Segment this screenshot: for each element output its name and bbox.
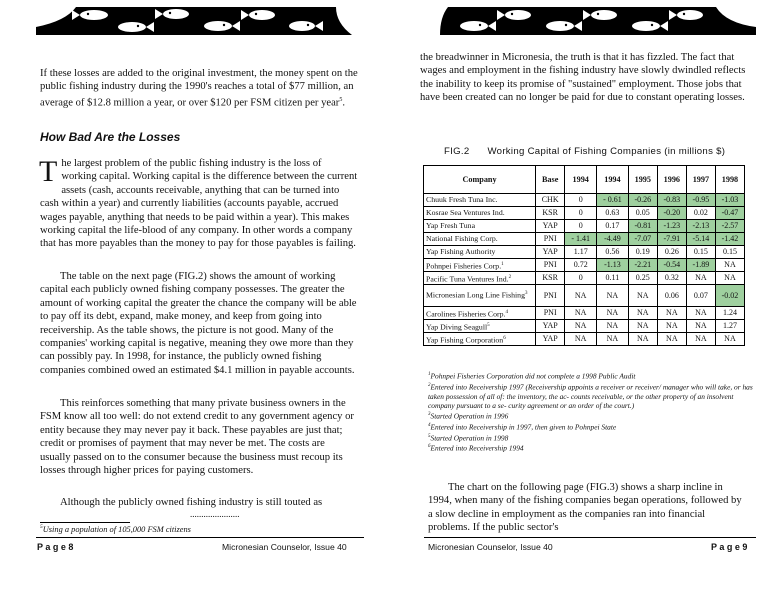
fish-banner-icon: [426, 7, 756, 35]
table-row: [424, 233, 745, 246]
value-cell: NA: [597, 333, 629, 346]
value-cell: -1.23: [657, 220, 686, 233]
value-cell: 0.15: [686, 246, 715, 259]
issue-label: Micronesian Counselor, Issue 40: [428, 542, 553, 552]
value-cell: -0.20: [657, 207, 686, 220]
value-cell: NA: [657, 320, 686, 333]
company-cell: Chuuk Fresh Tuna Inc.: [424, 194, 536, 207]
column-header: 1997: [686, 166, 715, 194]
table-row: [424, 272, 745, 285]
company-cell: Carolines Fisheries Corp.$^4$: [424, 307, 536, 320]
section-heading: How Bad Are the Losses: [40, 130, 181, 144]
base-cell: PNI: [536, 285, 565, 307]
value-cell: -0.26: [628, 194, 657, 207]
value-cell: 0.63: [597, 207, 629, 220]
value-cell: NA: [565, 320, 597, 333]
value-cell: -1.13: [597, 259, 629, 272]
value-cell: NA: [686, 320, 715, 333]
value-cell: -0.83: [657, 194, 686, 207]
value-cell: 0.26: [657, 246, 686, 259]
value-cell: -7.07: [628, 233, 657, 246]
value-cell: 1.24: [715, 307, 744, 320]
value-cell: NA: [657, 307, 686, 320]
base-cell: YAP: [536, 333, 565, 346]
value-cell: 0.07: [686, 285, 715, 307]
base-cell: PNI: [536, 307, 565, 320]
value-cell: 1.27: [715, 320, 744, 333]
value-cell: 1.17: [565, 246, 597, 259]
value-cell: -0.95: [686, 194, 715, 207]
company-cell: Yap Fresh Tuna: [424, 220, 536, 233]
column-header: 1996: [657, 166, 686, 194]
value-cell: - 1.41: [565, 233, 597, 246]
table-row: [424, 220, 745, 233]
value-cell: 0.15: [715, 246, 744, 259]
value-cell: -0.02: [715, 285, 744, 307]
value-cell: NA: [628, 320, 657, 333]
value-cell: NA: [715, 333, 744, 346]
table-note: $^1$Pohnpei Fisheries Corporation did not complete a 1998 Public Audit: [428, 371, 636, 381]
value-cell: -2.13: [686, 220, 715, 233]
column-header: 1998: [715, 166, 744, 194]
value-cell: NA: [597, 307, 629, 320]
paragraph-continued: Although the publicly owned fishing industry is still touted as: [60, 497, 323, 508]
value-cell: NA: [597, 285, 629, 307]
value-cell: - 0.61: [597, 194, 629, 207]
page-number: P a g e 8: [37, 542, 74, 552]
table-note: $^3$Started Operation in 1996: [428, 411, 509, 421]
table-row: [424, 285, 745, 307]
value-cell: -4.49: [597, 233, 629, 246]
value-cell: 0.17: [597, 220, 629, 233]
value-cell: NA: [565, 333, 597, 346]
value-cell: NA: [565, 307, 597, 320]
value-cell: 0: [565, 194, 597, 207]
value-cell: 0.56: [597, 246, 629, 259]
table-note: $^5$Started Operation in 1998: [428, 433, 509, 443]
table-row: [424, 320, 745, 333]
value-cell: -0.54: [657, 259, 686, 272]
value-cell: NA: [715, 272, 744, 285]
value-cell: NA: [628, 333, 657, 346]
table-row: [424, 207, 745, 220]
value-cell: 0.19: [628, 246, 657, 259]
table-row: [424, 307, 745, 320]
company-cell: Kosrae Sea Ventures Ind.: [424, 207, 536, 220]
base-cell: CHK: [536, 194, 565, 207]
issue-label: Micronesian Counselor, Issue 40: [222, 542, 347, 552]
value-cell: 0: [565, 272, 597, 285]
value-cell: -1.89: [686, 259, 715, 272]
intro-paragraph: If these losses are added to the original investment, the money spent on the public fishing industry during the 1990's reaches a total of $77 million, an average of $12.8 million a year, or over $120 per FSM citizen per year$^5$.: [40, 68, 358, 109]
value-cell: 0.11: [597, 272, 629, 285]
table-notes: [428, 370, 758, 453]
value-cell: NA: [686, 307, 715, 320]
table-row: [424, 259, 745, 272]
figure-label: FIG.2: [444, 146, 470, 157]
right-page: [388, 0, 776, 600]
value-cell: 0: [565, 207, 597, 220]
base-cell: PNI: [536, 233, 565, 246]
value-cell: 0: [565, 220, 597, 233]
value-cell: NA: [715, 259, 744, 272]
table-body: [424, 194, 745, 346]
company-cell: Yap Fishing Authority: [424, 246, 536, 259]
value-cell: -7.91: [657, 233, 686, 246]
value-cell: -0.81: [628, 220, 657, 233]
table-row: [424, 333, 745, 346]
value-cell: 0.06: [657, 285, 686, 307]
page-number: P a g e 9: [711, 542, 748, 552]
value-cell: 0.72: [565, 259, 597, 272]
continuation-dots: ......................: [190, 509, 240, 519]
paragraph-credit: This reinforces something that many private business owners in the FSM know all too well: do not extend credit to any government agency or entity because they may never pay it back. These payables are just that; credit or promises of payment that may never be met. The costs are usually passed on to the consumer because the business must recoup its losses through higher prices for paying customers.: [40, 398, 354, 477]
footnote-divider: [40, 522, 130, 523]
intro-paragraph: the breadwinner in Micronesia, the truth is that it has fizzled. The fact that wages and employment in the fishing industry have slowly dwindled reflects the inability to keep its promise of "sustained" employment. Those jobs that have been created can no longer be paid for due to constant operating losses.: [420, 52, 746, 104]
value-cell: -1.42: [715, 233, 744, 246]
footer-divider: [424, 537, 756, 538]
base-cell: KSR: [536, 207, 565, 220]
paragraph-fig3: The chart on the following page (FIG.3) shows a sharp incline in 1994, when many of the fishing companies began operations, followed by a slow decline in employment as the companies ran into financial problems. If the public sector's: [428, 482, 742, 534]
value-cell: NA: [686, 333, 715, 346]
base-cell: YAP: [536, 320, 565, 333]
value-cell: NA: [657, 333, 686, 346]
table-note: $^2$Entered into Receivership 1997 (Receivership appoints a receiver or receiver/ manager who will take, or has taken possession of all of: the inventory, the ac- counts receivable, or the other property of an insolvent company pursuant to a se- curity agreement or an order of the court.): [428, 382, 753, 410]
table-note: $^4$Entered into Receivership in 1997, then given to Pohnpei State: [428, 422, 617, 432]
value-cell: NA: [597, 320, 629, 333]
drop-cap: T: [39, 155, 58, 188]
company-cell: Pohnpei Fisheries Corp.$^1$: [424, 259, 536, 272]
fish-banner-icon: [36, 7, 362, 35]
base-cell: YAP: [536, 246, 565, 259]
value-cell: NA: [628, 285, 657, 307]
company-cell: Yap Diving Seagull$^5$: [424, 320, 536, 333]
column-header: 1994: [597, 166, 629, 194]
value-cell: 0.05: [628, 207, 657, 220]
table-header-row: [424, 166, 745, 194]
base-cell: YAP: [536, 220, 565, 233]
value-cell: NA: [686, 272, 715, 285]
value-cell: 0.02: [686, 207, 715, 220]
base-cell: KSR: [536, 272, 565, 285]
table-note: $^6$Entered into Receivership 1994: [428, 443, 524, 453]
column-header: 1994: [565, 166, 597, 194]
value-cell: -1.03: [715, 194, 744, 207]
column-header: Company: [424, 166, 536, 194]
figure-caption: [444, 146, 743, 157]
value-cell: -2.57: [715, 220, 744, 233]
footnote: $^5$Using a population of 105,000 FSM citizens: [40, 524, 191, 534]
table-row: [424, 194, 745, 207]
working-capital-table: [423, 165, 745, 346]
value-cell: NA: [565, 285, 597, 307]
paragraph-working-capital: The largest problem of the public fishing industry is the loss of working capital. Working capital is the difference between the current assets (cash, accounts receivable, anything that can be turned into cash within a year) and currently liabilities (accounts payable, accrued wages payable, anything that needs to be paid within a year). This makes working capital the life-blood of any company. In other words a company that has more payables than the money to pay for those payables is failing.: [39, 155, 358, 250]
value-cell: -0.47: [715, 207, 744, 220]
value-cell: -2.21: [628, 259, 657, 272]
table-row: [424, 246, 745, 259]
company-cell: National Fishing Corp.: [424, 233, 536, 246]
company-cell: Pacific Tuna Ventures Ind.$^2$: [424, 272, 536, 285]
base-cell: PNI: [536, 259, 565, 272]
value-cell: 0.25: [628, 272, 657, 285]
value-cell: NA: [628, 307, 657, 320]
company-cell: Micronesian Long Line Fishing$^3$: [424, 285, 536, 307]
value-cell: 0.32: [657, 272, 686, 285]
footer-divider: [36, 537, 364, 538]
company-cell: Yap Fishing Corporation$^6$: [424, 333, 536, 346]
value-cell: -5.14: [686, 233, 715, 246]
paragraph-table-intro: The table on the next page (FIG.2) shows the amount of working capital each publicly owned fishing company possesses. The greater the amount of working capital the greater the chance the company will be able to pay off its debt, expand, make money, and keep from going into receivership. As the table shows, the picture is not good. Many of the companies' working capital is negative, meaning they owe more than they can possibly pay. In 1998, for instance, the publicly owned fishing companies combined owed an estimated $4.1 million in payable accounts.: [40, 271, 357, 376]
figure-title: Working Capital of Fishing Companies (in millions $): [487, 146, 726, 157]
column-header: 1995: [628, 166, 657, 194]
column-header: Base: [536, 166, 565, 194]
